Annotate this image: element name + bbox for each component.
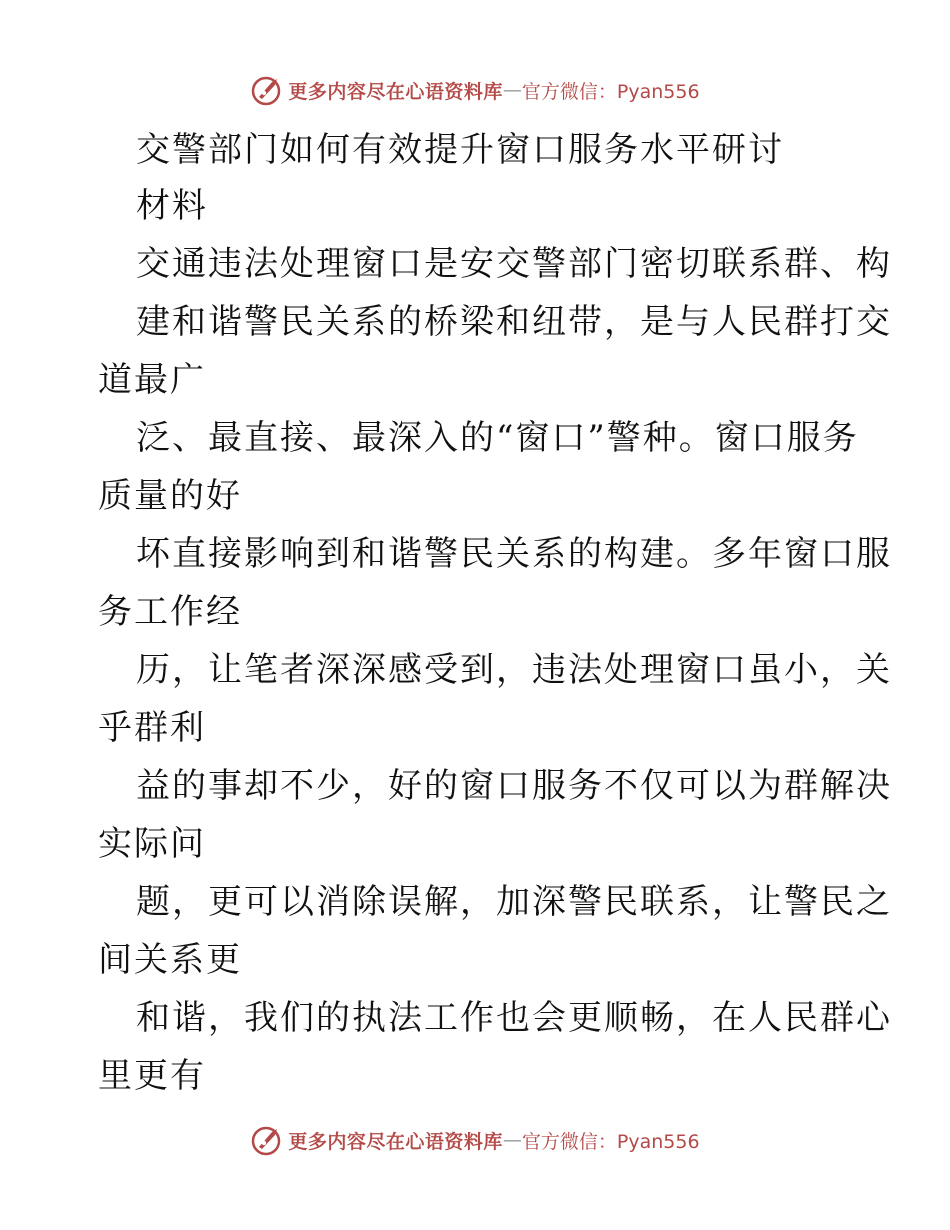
- banner-dash: —: [502, 79, 522, 101]
- document-title-line-2: 材料: [136, 186, 208, 226]
- body-line: 题，更可以消除误解，加深警民联系，让警民之: [136, 882, 892, 922]
- body-line: 里更有: [98, 1056, 206, 1096]
- body-line: 和谐，我们的执法工作也会更顺畅，在人民群心: [136, 998, 892, 1038]
- body-line: 乎群利: [98, 708, 206, 748]
- document-title-line-1: 交警部门如何有效提升窗口服务水平研讨: [136, 130, 784, 170]
- banner-dash: —: [502, 1129, 522, 1151]
- banner-contact: 官方微信：Pyan556: [521, 80, 700, 103]
- pen-nib-logo-icon: [250, 1123, 284, 1157]
- body-line: 质量的好: [98, 476, 242, 516]
- body-line: 务工作经: [98, 592, 242, 632]
- body-line: 交通违法处理窗口是安交警部门密切联系群、构: [136, 244, 892, 284]
- body-line: 历，让笔者深深感受到，违法处理窗口虽小，关: [136, 650, 892, 690]
- banner-title: 更多内容尽在心语资料库: [288, 80, 503, 103]
- body-line: 益的事却不少，好的窗口服务不仅可以为群解决: [136, 766, 892, 806]
- header-banner: [0, 70, 950, 110]
- banner-title: 更多内容尽在心语资料库: [288, 1130, 503, 1153]
- banner-contact: 官方微信：Pyan556: [521, 1130, 700, 1153]
- body-line: 道最广: [98, 360, 206, 400]
- body-line: 泛、最直接、最深入的“窗口”警种。窗口服务: [136, 418, 859, 458]
- footer-banner: [0, 1120, 950, 1160]
- body-line: 建和谐警民关系的桥梁和纽带，是与人民群打交: [136, 302, 892, 342]
- body-line: 坏直接影响到和谐警民关系的构建。多年窗口服: [136, 534, 892, 574]
- body-line: 实际问: [98, 824, 206, 864]
- body-line: 间关系更: [98, 940, 242, 980]
- pen-nib-logo-icon: [250, 73, 284, 107]
